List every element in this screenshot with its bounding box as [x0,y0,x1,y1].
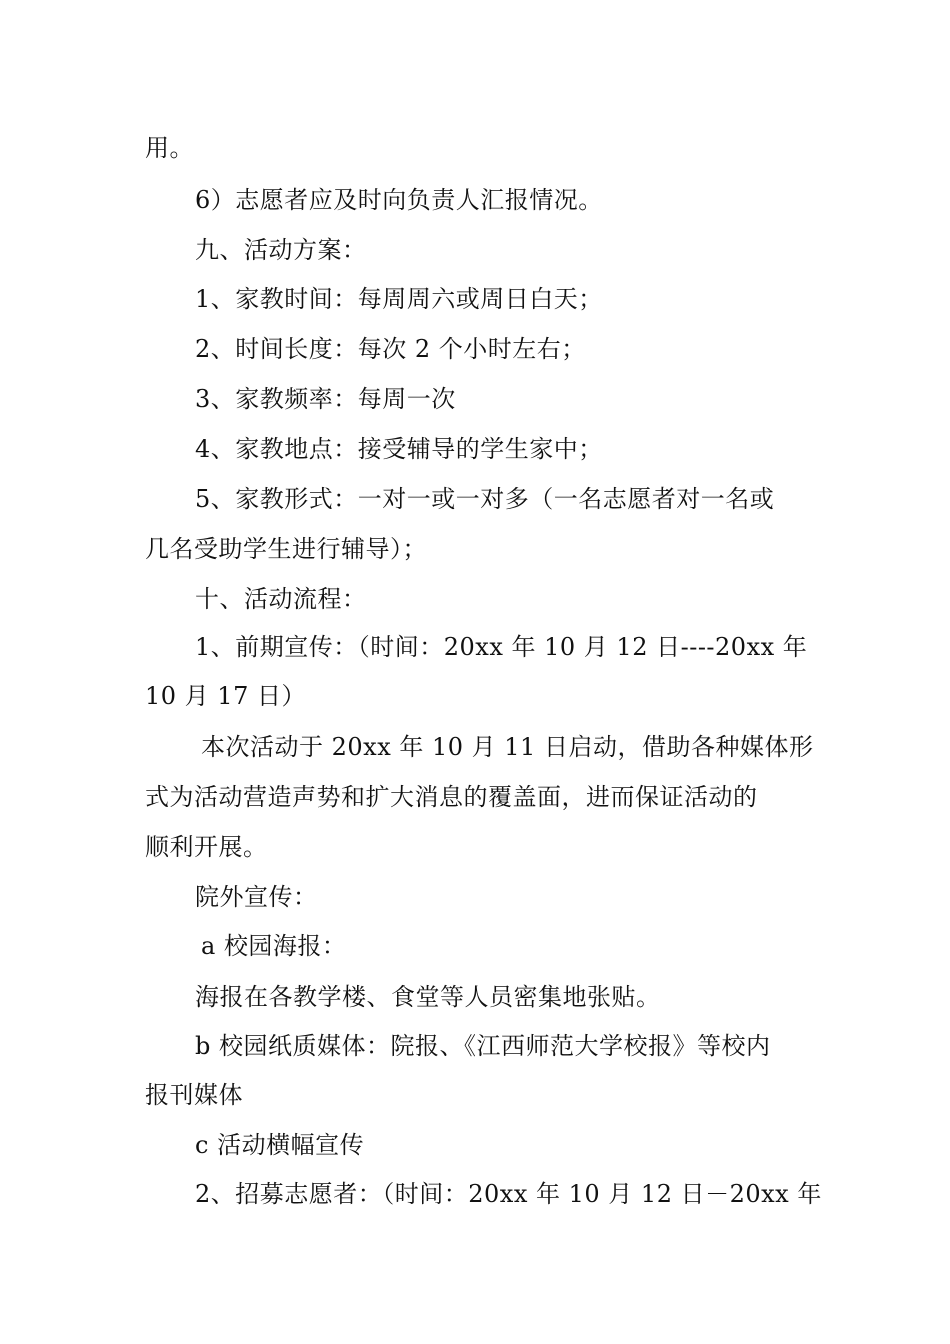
text-line: 6）志愿者应及时向负责人汇报情况。 [195,186,603,214]
text-line: 2、招募志愿者：（时间：20xx 年 10 月 12 日－20xx 年 [195,1180,822,1208]
text-line: 本次活动于 20xx 年 10 月 11 日启动，借助各种媒体形 [201,733,814,761]
text-line: 几名受助学生进行辅导）； [145,535,427,563]
text-line: 顺利开展。 [145,833,268,861]
text-line: 2、时间长度：每次 2 个小时左右； [195,335,586,363]
text-line: 报刊媒体 [145,1081,243,1109]
text-line: 用。 [145,134,194,162]
text-line: 海报在各教学楼、食堂等人员密集地张贴。 [195,983,661,1011]
text-line: 5、家教形式：一对一或一对多（一名志愿者对一名或 [195,485,775,513]
text-line: 1、家教时间：每周周六或周日白天； [195,285,603,313]
text-line: a 校园海报： [201,932,347,960]
text-line: 院外宣传： [195,883,318,911]
text-line: b 校园纸质媒体：院报、《江西师范大学校报》等校内 [195,1032,771,1060]
section-heading: 十、活动流程： [195,585,367,613]
text-line: 1、前期宣传：（时间：20xx 年 10 月 12 日----20xx 年 [195,633,808,661]
text-line: 10 月 17 日） [145,682,306,710]
text-line: c 活动横幅宣传 [195,1131,365,1159]
text-line: 式为活动营造声势和扩大消息的覆盖面，进而保证活动的 [145,783,758,811]
text-line: 4、家教地点：接受辅导的学生家中； [195,435,603,463]
section-heading: 九、活动方案： [195,236,367,264]
text-line: 3、家教频率：每周一次 [195,385,456,413]
